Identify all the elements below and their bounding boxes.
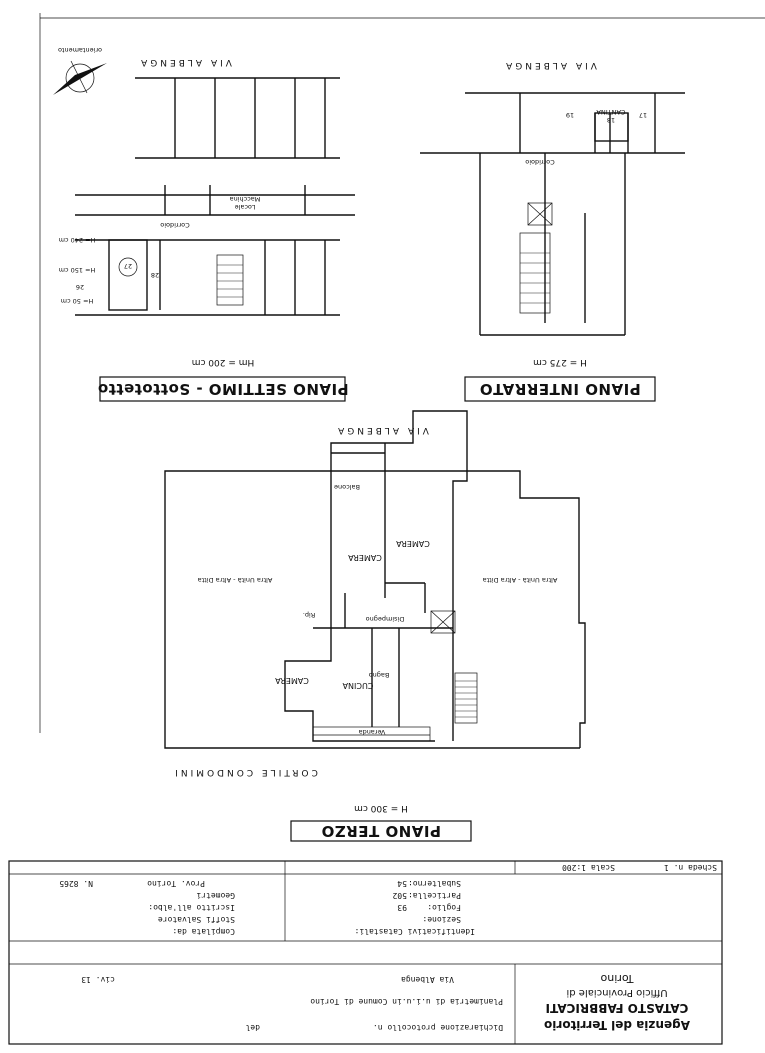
box-26: 26	[75, 283, 85, 291]
office-label: Ufficio Provinciale di	[566, 987, 668, 998]
register-number: N. 8265	[59, 879, 93, 888]
room-rip: Rip.	[302, 611, 316, 619]
cantina-19: 19	[565, 111, 575, 119]
box-28: 28	[150, 271, 160, 279]
room-veranda: Veranda	[358, 728, 386, 736]
altra-ditta-right: Altra Unità - Altra Ditta	[197, 576, 273, 584]
declaration-line: Dichiarazione protocollo n.	[372, 1023, 503, 1032]
scheda-number: Scheda n. 1	[664, 863, 717, 872]
city-label: Torino	[600, 972, 634, 985]
piano-interrato-title: PIANO INTERRATO	[479, 380, 641, 398]
via-albenga-settimo: VIA ALBENGA	[138, 57, 232, 67]
locale-macchina-1: Locale	[234, 203, 256, 211]
foglio-label: Foglio:	[427, 903, 461, 912]
header-box	[9, 861, 722, 1044]
piano-settimo-height: Hm = 200 cm	[191, 357, 255, 367]
particella-value: 502	[392, 891, 407, 900]
piano-settimo-plan	[53, 46, 355, 315]
piano-terzo-title-box	[291, 803, 471, 841]
declaration-del: del	[245, 1023, 260, 1032]
piano-settimo-title: PIANO SETTIMO - Sottotetto	[97, 380, 349, 398]
room-camera-3: CAMERA	[396, 539, 430, 548]
piano-settimo-title-box	[97, 357, 348, 401]
compiler-name: Stoffi Salvatore	[157, 915, 235, 924]
cadastral-ids-label: Identificativi Catastali:	[354, 927, 475, 936]
altra-ditta-left: Altra Unità - Altra Ditta	[482, 576, 558, 584]
register-value: Geometri	[196, 891, 235, 900]
foglio-value: 93	[397, 903, 407, 912]
cadastre-title: CATASTO FABBRICATI	[545, 1001, 689, 1015]
stair-treads-settimo	[217, 265, 243, 297]
cantina-17: 17	[638, 111, 648, 119]
scale-label: Scala 1:200	[562, 863, 615, 872]
register-label: Iscritto all'albo:	[148, 903, 235, 912]
particella-label: Particella:	[408, 891, 461, 900]
box-27: 27	[123, 262, 133, 270]
street-address: Via Albenga	[401, 975, 454, 984]
piano-interrato-height: H = 275 cm	[533, 357, 587, 367]
orientamento-label: orientamento	[57, 46, 103, 54]
room-bagno: Bagno	[368, 671, 390, 679]
province-label: Prov. Torino	[147, 879, 205, 888]
compiled-by-label: Compilata da:	[172, 927, 235, 936]
subalterno-label: Subalterno:	[408, 879, 461, 888]
via-albenga-interrato: VIA ALBENGA	[503, 60, 597, 70]
agency-name: Agenzia del Territorio	[544, 1018, 690, 1032]
height-50: H= 50 cm	[60, 297, 94, 305]
compass-icon	[53, 61, 107, 95]
via-albenga-terzo: VIA ALBENGA	[335, 425, 429, 435]
locale-macchina-2: Macchina	[229, 195, 261, 203]
floor-plan-line: Planimetria di u.i.u.in Comune di Torino	[310, 997, 503, 1006]
stair-treads-terzo	[455, 681, 477, 717]
sezione-label: Sezione:	[422, 915, 461, 924]
height-240: H= 240 cm	[58, 236, 96, 244]
room-disimpegno: Disimpegno	[365, 615, 405, 623]
piano-terzo-title: PIANO TERZO	[321, 822, 441, 840]
subalterno-value: 54	[397, 879, 407, 888]
piano-terzo-plan	[165, 411, 585, 748]
piano-terzo-height: H = 300 cm	[354, 803, 408, 813]
cantina-label: CANTINA	[596, 108, 626, 116]
corridoio-interrato: Corridoio	[525, 158, 555, 166]
civic-number: civ. 13	[81, 975, 115, 984]
corridoio-settimo: Corridoio	[160, 221, 190, 229]
piano-interrato-title-box	[465, 357, 655, 401]
height-150: H= 150 cm	[58, 266, 96, 274]
piano-interrato-plan	[420, 93, 685, 335]
room-camera-1: CAMERA	[275, 676, 309, 685]
room-cucina: CUCINA	[342, 681, 374, 690]
room-camera-2: CAMERA	[348, 553, 382, 562]
room-balcone: Balcone	[334, 483, 360, 491]
cantina-number: 18	[606, 116, 616, 124]
cortile-condomini-label: CORTILE CONDOMINI	[172, 767, 318, 777]
